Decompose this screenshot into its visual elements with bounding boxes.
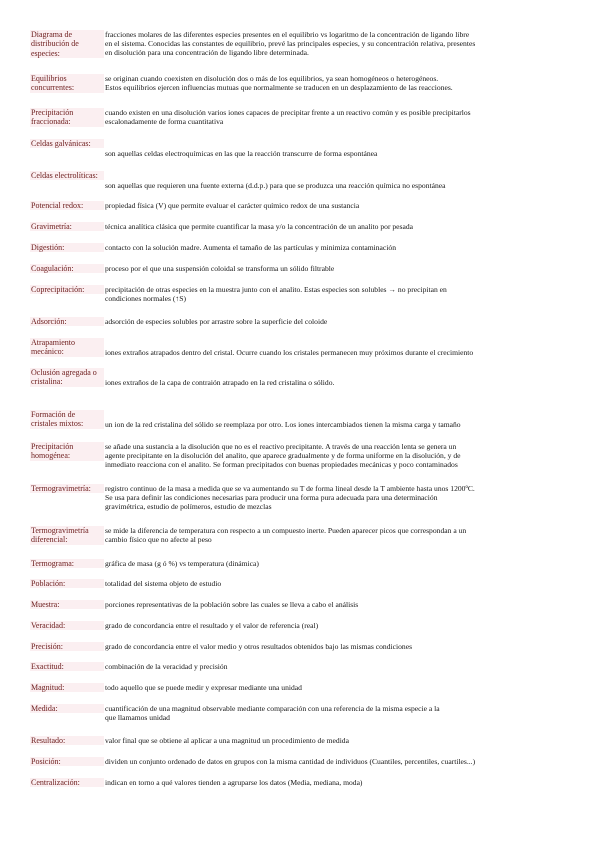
term-label: Veracidad: [30, 621, 104, 630]
term-definition: porciones representativas de la población sobre las cuales se lleva a cabo el análisis [105, 600, 359, 609]
term-definition: un ion de la red cristalina del sólido se reemplaza por otro. Los iones intercambiados tienen la misma carga y tamaño [105, 420, 461, 429]
term-definition: gráfica de masa (g ó %) vs temperatura (dinámica) [105, 559, 259, 568]
term-label: Precipitación fraccionada: [30, 108, 104, 127]
term-label: Potencial redox: [30, 201, 104, 210]
term-label: Equilibrios concurrentes: [30, 74, 104, 93]
term-definition: propiedad física (V) que permite evaluar el carácter químico redox de una sustancia [105, 201, 360, 210]
term-definition: totalidad del sistema objeto de estudio [105, 579, 222, 588]
term-label: Coagulación: [30, 264, 104, 273]
term-definition: son aquellas celdas electroquímicas en las que la reacción transcurre de forma espontánea [105, 149, 378, 158]
term-label: Oclusión agregada o cristalina: [30, 368, 104, 387]
term-definition: valor final que se obtiene al aplicar a una magnitud un procedimiento de medida [105, 736, 349, 745]
term-label: Resultado: [30, 736, 104, 745]
term-definition: grado de concordancia entre el resultado y el valor de referencia (real) [105, 621, 319, 630]
term-definition: todo aquello que se puede medir y expresar mediante una unidad [105, 683, 302, 692]
term-label: Termograma: [30, 559, 104, 568]
term-label: Medida: [30, 704, 104, 713]
term-label: Celdas galvánicas: [30, 139, 104, 148]
term-definition: se originan cuando coexisten en disolución dos o más de los equilibrios, ya sean homogéneos o heterogéneos. Estos equilibrios ejercen influencias mutuas que normalmente se traducen en un desplazamiento de las reacciones. [105, 74, 453, 93]
term-definition: iones extraños atrapados dentro del cristal. Ocurre cuando los cristales permanecen muy próximos durante el crecimiento [105, 348, 474, 357]
term-definition: indican en torno a qué valores tienden a agruparse los datos (Media, mediana, moda) [105, 778, 363, 787]
term-label: Coprecipitación: [30, 285, 104, 294]
term-label: Muestra: [30, 600, 104, 609]
term-label: Adsorción: [30, 317, 104, 326]
term-label: Celdas electrolíticas: [30, 171, 104, 180]
term-label: Precisión: [30, 642, 104, 651]
term-label: Termogravimetría: [30, 484, 104, 493]
term-definition: fracciones molares de las diferentes especies presentes en el equilibrio vs logaritmo de la concentración de ligando libre en el sistema. Conocidas las constantes de equilibrio, prevé las principales especies, y su concentración relativa, presentes en disolución para una concentración de ligando libre determinada. [105, 30, 476, 58]
term-definition: adsorción de especies solubles por arrastre sobre la superficie del coloide [105, 317, 328, 326]
term-definition: cuando existen en una disolución varios iones capaces de precipitar frente a un reactivo común y es posible precipitarlos escalonadamente de forma cuantitativa [105, 108, 471, 127]
term-label: Exactitud: [30, 662, 104, 671]
term-definition: registro continuo de la masa a medida que se va aumentando su T de forma lineal desde la T ambiente hasta unos 1200ºC. Se usa para definir las condiciones necesarias para producir una forma pura adecuada para una determinación gravimétrica, estudio de polímeros, estudio de mezclas [105, 484, 475, 512]
term-label: Formación de cristales mixtos: [30, 410, 104, 429]
term-label: Población: [30, 579, 104, 588]
term-label: Gravimetría: [30, 222, 104, 231]
term-label: Digestión: [30, 243, 104, 252]
term-label: Termogravimetría diferencial: [30, 526, 104, 545]
term-definition: precipitación de otras especies en la muestra junto con el analito. Estas especies son solubles → no precipitan en condiciones normales (↑S) [105, 285, 447, 304]
term-definition: proceso por el que una suspensión coloidal se transforma un sólido filtrable [105, 264, 335, 273]
term-definition: se añade una sustancia a la disolución que no es el reactivo precipitante. A través de una reacción lenta se genera un agente precipitante en la disolución del analito, que aparece gradualmente y de forma uniforme en la disolución, y de inmediato reacciona con el analito. Se forman precipitados con buenas propiedades mecánicas y poco contaminados [105, 442, 461, 470]
term-label: Precipitación homogénea: [30, 442, 104, 461]
term-definition: cuantificación de una magnitud observable mediante comparación con una referencia de la misma especie a la que llamamos unidad [105, 704, 440, 723]
term-definition: iones extraños de la capa de contraión atrapado en la red cristalina o sólido. [105, 378, 335, 387]
term-definition: son aquellas que requieren una fuente externa (d.d.p.) para que se produzca una reacción química no espontánea [105, 181, 446, 190]
term-definition: se mide la diferencia de temperatura con respecto a un compuesto inerte. Pueden aparecer picos que correspondan a un cambio físico que no afecte al peso [105, 526, 467, 545]
term-label: Posición: [30, 757, 104, 766]
term-definition: dividen un conjunto ordenado de datos en grupos con la misma cantidad de individuos (Cuantiles, percentiles, cuartiles...) [105, 757, 476, 766]
term-label: Magnitud: [30, 683, 104, 692]
term-definition: grado de concordancia entre el valor medio y otros resultados obtenidos bajo las mismas condiciones [105, 642, 413, 651]
term-definition: combinación de la veracidad y precisión [105, 662, 228, 671]
term-label: Diagrama de distribución de especies: [30, 30, 104, 58]
term-label: Centralización: [30, 778, 104, 787]
term-label: Atrapamiento mecánico: [30, 338, 104, 357]
term-definition: contacto con la solución madre. Aumenta el tamaño de las partículas y minimiza contaminación [105, 243, 396, 252]
term-definition: técnica analítica clásica que permite cuantificar la masa y/o la concentración de un analito por pesada [105, 222, 414, 231]
